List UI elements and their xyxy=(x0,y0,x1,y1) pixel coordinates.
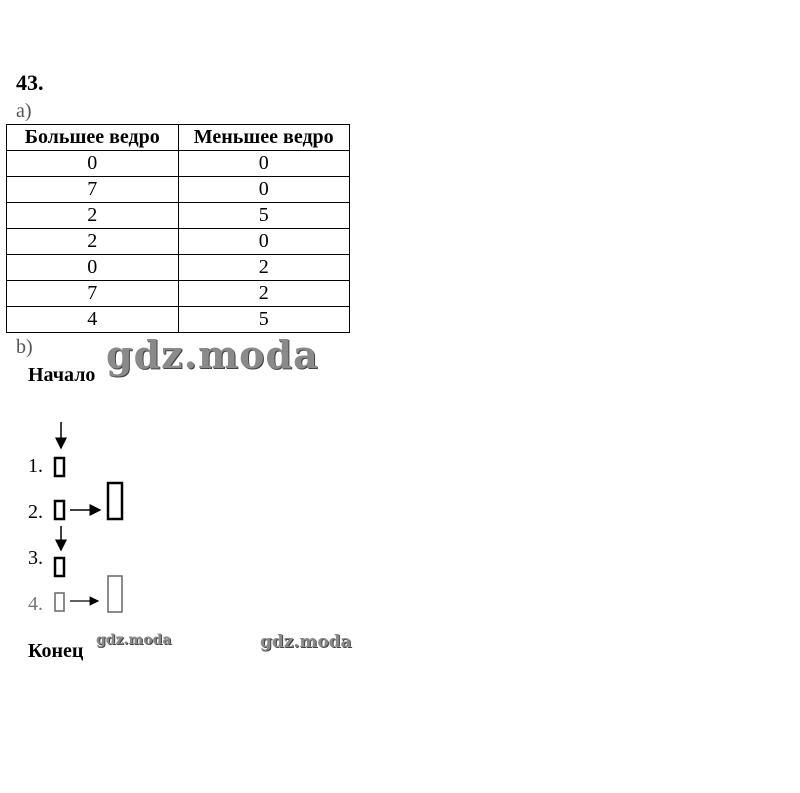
step-1-small-bucket xyxy=(55,458,64,476)
part-b-label: b) xyxy=(16,336,33,358)
step-3-label: 3. xyxy=(28,547,43,569)
table-cell: 2 xyxy=(178,255,350,281)
step-2-large-bucket xyxy=(108,483,122,519)
step-2-label: 2. xyxy=(28,501,43,523)
table-cell: 7 xyxy=(7,281,179,307)
step-4-small-bucket xyxy=(55,593,64,611)
table-cell: 0 xyxy=(178,151,350,177)
table-cell: 0 xyxy=(7,255,179,281)
part-a-label: a) xyxy=(16,100,32,122)
table-cell: 5 xyxy=(178,203,350,229)
column-header-large-bucket: Большее ведро xyxy=(7,125,179,151)
table-cell: 0 xyxy=(178,177,350,203)
step-3-small-bucket xyxy=(55,558,64,576)
table-cell: 0 xyxy=(178,229,350,255)
step-2-small-bucket xyxy=(55,501,64,519)
table-cell: 2 xyxy=(7,229,179,255)
table-cell: 7 xyxy=(7,177,179,203)
table-cell: 5 xyxy=(178,307,350,333)
watermark-main: gdz.moda xyxy=(106,332,319,377)
step-4-large-bucket xyxy=(108,576,122,612)
table-cell: 2 xyxy=(178,281,350,307)
flowchart-start-label: Начало xyxy=(28,364,96,386)
problem-number: 43. xyxy=(16,70,44,95)
flowchart-end-label: Конец xyxy=(28,640,84,662)
watermark-small-left: gdz.moda xyxy=(96,632,172,648)
watermark-small-right: gdz.moda xyxy=(260,632,352,652)
step-4-label: 4. xyxy=(28,593,43,615)
step-1-label: 1. xyxy=(28,455,43,477)
column-header-small-bucket: Меньшее ведро xyxy=(178,125,350,151)
table-cell: 0 xyxy=(7,151,179,177)
table-cell: 2 xyxy=(7,203,179,229)
table-cell: 4 xyxy=(7,307,179,333)
